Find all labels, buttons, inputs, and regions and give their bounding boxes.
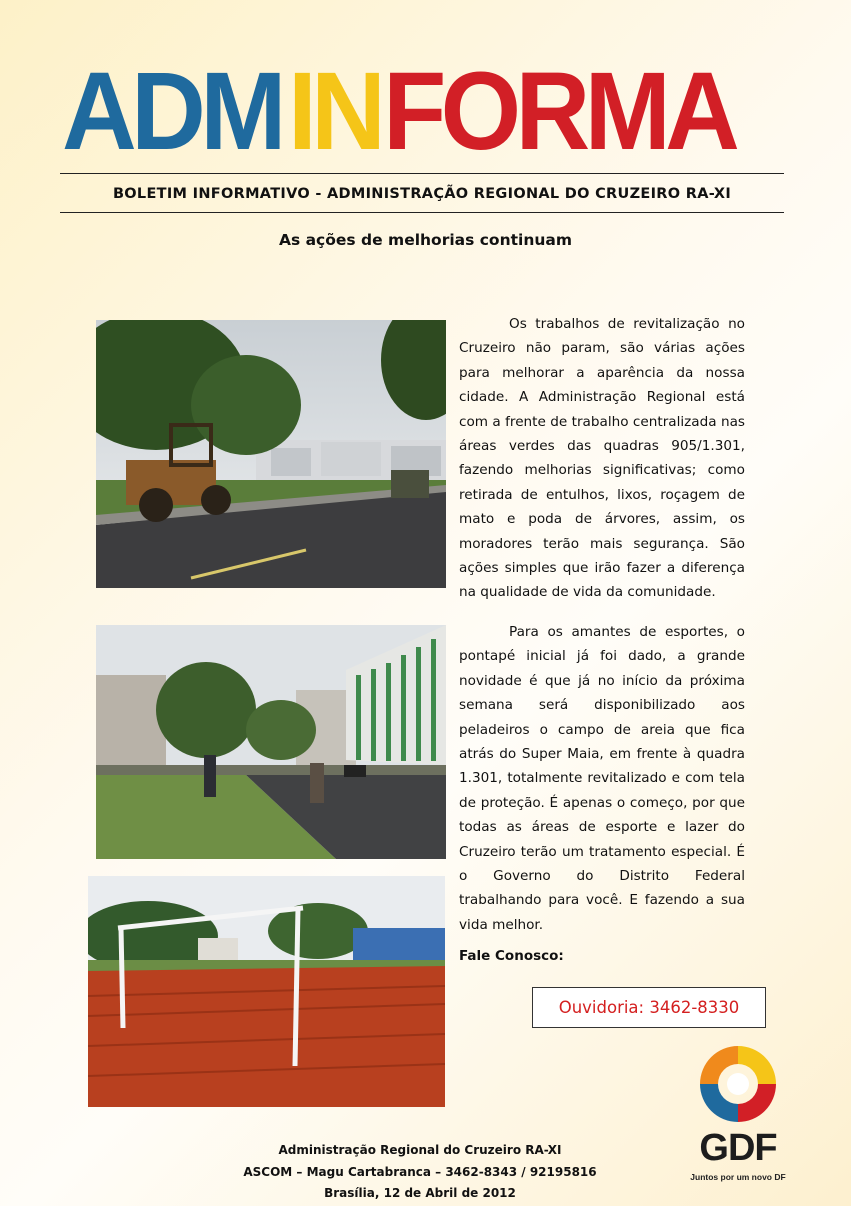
article-paragraph-1: Os trabalhos de revitalização no Cruzeiro não param, são várias ações para melhorar a aparência da nossa cidade. A Administração Regional está com a frente de trabalho centralizada nas áreas verdes das quadras 905/1.301, fazendo melhorias significativas; como retirada de entulhos, lixos, roçagem de mato e poda de árvores, assim, os moradores terão mais segurança. São ações simples que irão fazer a diferença na qualidade de vida da comunidade. [459,316,745,601]
logo-in: IN [287,64,380,160]
footer-line-organization: Administração Regional do Cruzeiro RA-XI [278,1143,562,1157]
photo-workers-street [96,625,446,859]
subtitle-rule [60,212,784,213]
ouvidoria-phone-box: Ouvidoria: 3462-8330 [532,987,766,1028]
logo-forma: FORMA [382,64,734,160]
logo-adm: ADM [62,64,281,160]
footer [220,1140,620,1205]
newsletter-subtitle: BOLETIM INFORMATIVO - ADMINISTRAÇÃO REGIONAL DO CRUZEIRO RA-XI [112,186,732,202]
article-headline: As ações de melhorias continuam [278,231,573,249]
gdf-name: GDF [699,1127,777,1169]
footer-line-date: Brasília, 12 de Abril de 2012 [324,1186,516,1200]
gdf-emblem-icon [684,1042,792,1127]
article-paragraph-2: Para os amantes de esportes, o pontapé inicial já foi dado, a grande novidade é que já no início da próxima semana será disponibilizado aos peladeiros o campo de areia que fica atrás do Super Maia, em frente à quadra 1.301, totalmente revitalizado e com tela de proteção. É apenas o começo, por que todas as áreas de esporte e lazer do Cruzeiro terão um tratamento especial. É o Governo do Distrito Federal trabalhando para você. E fazendo a sua vida melhor. [459,624,745,933]
gdf-tagline: Juntos por um novo DF [690,1172,786,1182]
top-rule [60,173,784,174]
gdf-logo [684,1042,792,1192]
footer-line-contact: ASCOM – Magu Cartabranca – 3462-8343 / 92195816 [243,1164,597,1179]
photo-sand-field-goal [88,876,445,1107]
adminforma-logo [62,64,788,160]
photo-tractor-road [96,320,446,588]
contact-label: Fale Conosco: [459,948,564,964]
